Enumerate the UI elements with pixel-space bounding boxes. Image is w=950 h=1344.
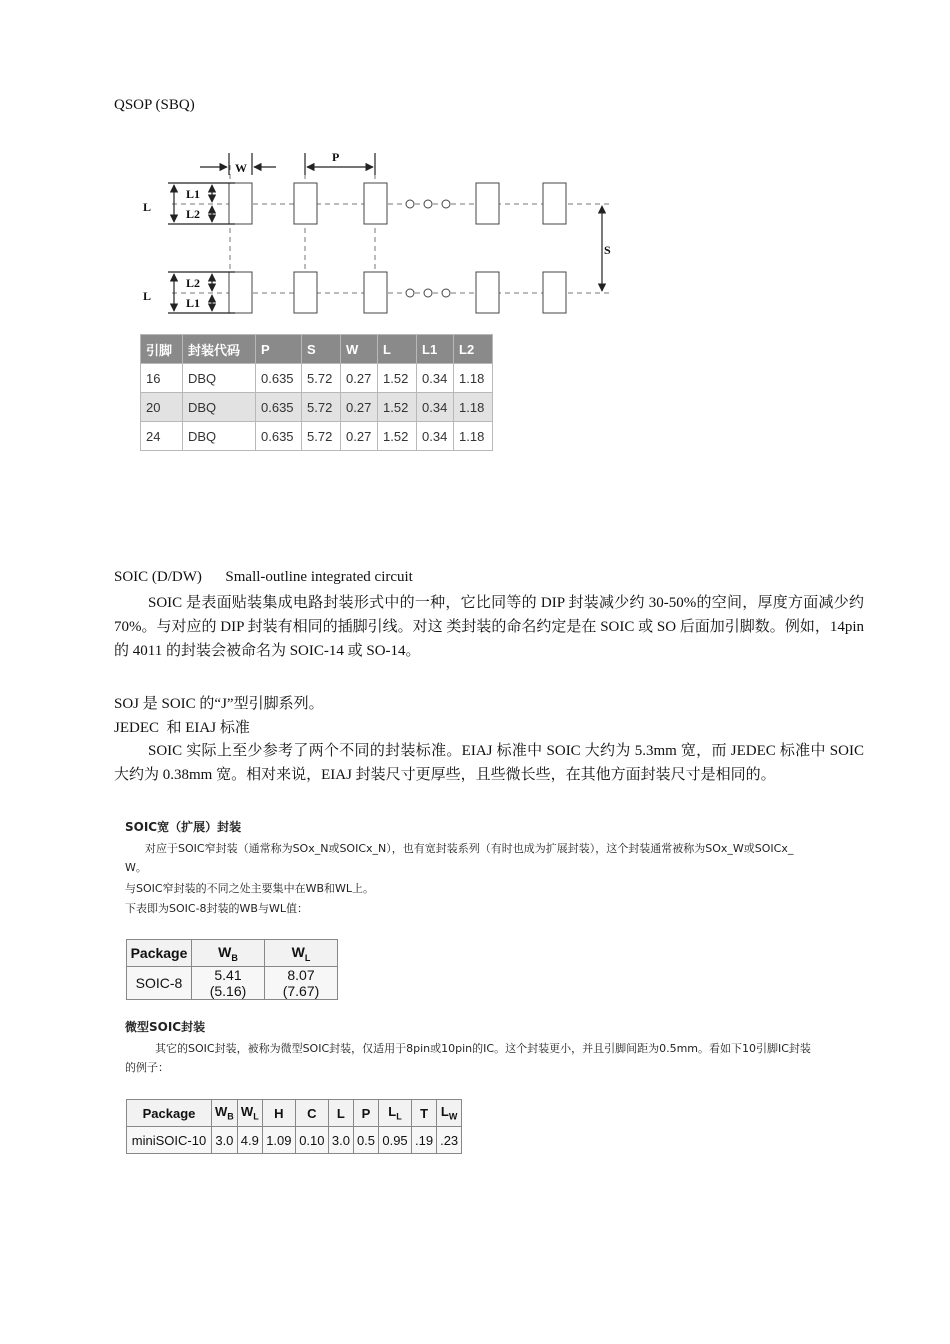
table-cell: 0.34 — [417, 364, 454, 393]
table-cell: 0.27 — [341, 393, 378, 422]
land-pattern-diagram — [140, 145, 620, 315]
table-cell: 16 — [141, 364, 183, 393]
table-cell: 1.09 — [262, 1127, 295, 1154]
table-cell: 1.18 — [454, 364, 493, 393]
table-cell: 0.5 — [353, 1127, 378, 1154]
mini-heading: 微型SOIC封装 — [125, 1020, 206, 1034]
table-cell: 5.72 — [302, 422, 341, 451]
table-cell: 0.34 — [417, 393, 454, 422]
table-cell: 5.72 — [302, 393, 341, 422]
header-c: C — [295, 1100, 328, 1127]
table-cell: SOIC-8 — [127, 967, 192, 1000]
soic8-table — [126, 939, 338, 1000]
table-cell: 20 — [141, 393, 183, 422]
header-l2: L2 — [454, 335, 493, 364]
table-header-row — [141, 335, 493, 364]
table-cell: 1.52 — [378, 364, 417, 393]
wide-line-2: 与SOIC窄封装的不同之处主要集中在WB和WL上。 — [125, 882, 374, 895]
table-cell: DBQ — [183, 422, 256, 451]
header-s: S — [302, 335, 341, 364]
qsop-heading: QSOP (SBQ) — [114, 97, 195, 113]
diagram-label-w: W — [235, 161, 247, 175]
header-lw: $L_W$ — [437, 1100, 462, 1127]
table-header-row — [127, 940, 338, 967]
table-cell: 24 — [141, 422, 183, 451]
mini-line-1b: 的例子： — [125, 1061, 169, 1074]
wide-line-1b: W。 — [125, 861, 147, 874]
table-cell: miniSOIC-10 — [127, 1127, 212, 1154]
table-cell: 0.95 — [379, 1127, 412, 1154]
table-row — [141, 364, 493, 393]
table-cell: DBQ — [183, 393, 256, 422]
diagram-label-s: S — [604, 243, 611, 257]
header-wl: $W_L$ — [237, 1100, 262, 1127]
mini-line-1: 其它的SOIC封装，被称为微型SOIC封装，仅适用于8pin或10pin的IC。这个封装更小，并且引脚间距为0.5mm。看如下10引脚IC封装 — [155, 1042, 811, 1055]
header-wl: $W_L$ — [265, 940, 338, 967]
diagram-label-p: P — [332, 150, 340, 164]
header-l: L — [328, 1100, 353, 1127]
header-h: H — [262, 1100, 295, 1127]
header-l1: L1 — [417, 335, 454, 364]
table-cell: 1.52 — [378, 422, 417, 451]
header-p: P — [353, 1100, 378, 1127]
wide-line-1: 对应于SOIC窄封装（通常称为SOx_N或SOICx_N），也有宽封装系列（有时也成为扩展封装），这个封装通常被称为SOx_W或SOICx_ — [145, 842, 794, 855]
table-cell: 5.41 (5.16) — [192, 967, 265, 1000]
header-ll: $L_L$ — [379, 1100, 412, 1127]
table-cell: 0.635 — [256, 393, 302, 422]
diagram-label-l1-top: L1 — [186, 187, 201, 201]
qsop-dimension-table — [140, 334, 493, 451]
table-cell: 1.52 — [378, 393, 417, 422]
header-pins: 引脚 — [141, 335, 183, 364]
table-cell: 3.0 — [212, 1127, 238, 1154]
diagram-label-l2-top: L2 — [186, 207, 201, 221]
table-cell: 1.18 — [454, 393, 493, 422]
header-w: W — [341, 335, 378, 364]
table-cell: .23 — [437, 1127, 462, 1154]
header-p: P — [256, 335, 302, 364]
header-wb: $W_B$ — [212, 1100, 238, 1127]
table-row — [141, 422, 493, 451]
table-cell: 3.0 — [328, 1127, 353, 1154]
header-wb: $W_B$ — [192, 940, 265, 967]
soic-intro-paragraph: SOIC 是表面贴装集成电路封装形式中的一种，它比同等的 DIP 封装减少约 30-50%的空间，厚度方面减少约 70%。与对应的 DIP 封装有相同的插脚引线。对这 类封装的命名约定是在 SOIC 或 SO 后面加引脚数。例如，14pin 的 4011 的封装会被命名为 SOIC-14 或 SO-14。 — [114, 595, 864, 659]
soic-heading-name: Small-outline integrated circuit — [225, 569, 413, 585]
table-cell: 8.07 (7.67) — [265, 967, 338, 1000]
diagram-label-l2-bottom: L2 — [186, 276, 201, 290]
soic-heading — [114, 569, 413, 586]
header-package-code: 封装代码 — [183, 335, 256, 364]
header-package: Package — [127, 1100, 212, 1127]
diagram-label-l1-bottom: L1 — [186, 296, 201, 310]
table-cell: 0.635 — [256, 364, 302, 393]
table-cell: 4.9 — [237, 1127, 262, 1154]
table-cell: DBQ — [183, 364, 256, 393]
table-cell: .19 — [412, 1127, 437, 1154]
standards-paragraph: SOIC 实际上至少参考了两个不同的封装标准。EIAJ 标准中 SOIC 大约为 5.3mm 宽，而 JEDEC 标准中 SOIC 大约为 0.38mm 宽。相对来说，EIAJ 封装尺寸更厚些，且些微长些，在其他方面封装尺寸是相同的。 — [114, 743, 864, 783]
minisoic-table — [126, 1099, 462, 1154]
jedec-heading: JEDEC 和 EIAJ 标准 — [114, 720, 250, 736]
diagram-label-l-bottom: L — [143, 289, 152, 303]
header-t: T — [412, 1100, 437, 1127]
soj-line: SOJ 是 SOIC 的“J”型引脚系列。 — [114, 696, 324, 712]
diagram-label-l-top: L — [143, 200, 152, 214]
header-l: L — [378, 335, 417, 364]
wide-line-3: 下表即为SOIC-8封装的WB与WL值： — [125, 902, 308, 915]
table-cell: 1.18 — [454, 422, 493, 451]
table-cell: 0.10 — [295, 1127, 328, 1154]
table-cell: 0.34 — [417, 422, 454, 451]
table-cell: 0.27 — [341, 364, 378, 393]
table-row — [127, 967, 338, 1000]
table-cell: 5.72 — [302, 364, 341, 393]
table-cell: 0.635 — [256, 422, 302, 451]
table-row — [127, 1127, 462, 1154]
soic-heading-code: SOIC (D/DW) — [114, 569, 202, 585]
table-row — [141, 393, 493, 422]
wide-heading: SOIC宽（扩展）封装 — [125, 820, 242, 834]
table-header-row — [127, 1100, 462, 1127]
header-package: Package — [127, 940, 192, 967]
table-cell: 0.27 — [341, 422, 378, 451]
